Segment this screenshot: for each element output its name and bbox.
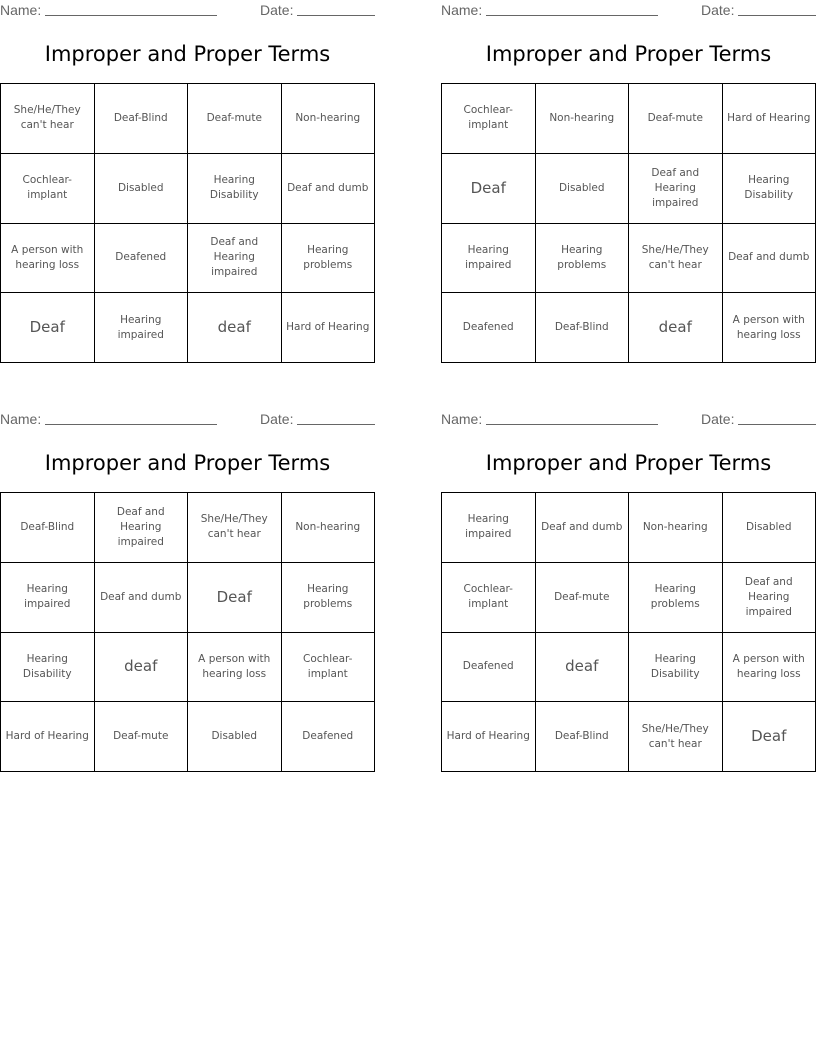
date-label: Date: [701, 411, 735, 427]
bingo-cell: Deaf-mute [629, 84, 723, 154]
name-label: Name: [0, 411, 42, 427]
bingo-cell: Hearing problems [281, 562, 375, 632]
bingo-card [0, 409, 375, 781]
bingo-cell: Hearing impaired [1, 562, 95, 632]
bingo-cell: Cochlear-implant [442, 562, 536, 632]
bingo-cell: Disabled [722, 493, 816, 563]
bingo-cell: Hearing Disability [629, 632, 723, 702]
bingo-cell: Deaf and Hearing impaired [629, 153, 723, 223]
bingo-cell: Disabled [188, 702, 282, 772]
bingo-cell: Deaf-mute [94, 702, 188, 772]
bingo-cell: She/He/They can't hear [629, 223, 723, 293]
bingo-cell: A person with hearing loss [188, 632, 282, 702]
bingo-cell: Hearing problems [629, 562, 723, 632]
bingo-cell: Hearing Disability [722, 153, 816, 223]
bingo-cell: Hearing impaired [442, 493, 536, 563]
bingo-row [442, 223, 816, 293]
bingo-cell: Deaf and Hearing impaired [722, 562, 816, 632]
name-blank-line [45, 15, 217, 16]
bingo-cell: She/He/They can't hear [629, 702, 723, 772]
bingo-cell: Deaf-mute [188, 84, 282, 154]
bingo-row [1, 84, 375, 154]
bingo-cell: She/He/They can't hear [188, 493, 282, 563]
date-blank-line [297, 424, 375, 425]
bingo-cell: Deaf-Blind [535, 293, 629, 363]
bingo-row [442, 493, 816, 563]
bingo-grid [0, 492, 375, 772]
bingo-cell: Deaf [188, 562, 282, 632]
date-label: Date: [260, 411, 294, 427]
bingo-row [1, 702, 375, 772]
bingo-card [441, 0, 816, 372]
name-blank-line [486, 424, 658, 425]
bingo-cell: Cochlear-implant [442, 84, 536, 154]
bingo-row [1, 293, 375, 363]
bingo-cell: A person with hearing loss [722, 632, 816, 702]
bingo-cell: Deafened [281, 702, 375, 772]
name-date-header [441, 2, 816, 20]
bingo-row [442, 632, 816, 702]
bingo-cell: A person with hearing loss [1, 223, 95, 293]
bingo-row [442, 84, 816, 154]
bingo-cell: Deaf and dumb [535, 493, 629, 563]
bingo-cell: deaf [535, 632, 629, 702]
bingo-cell: Hearing Disability [188, 153, 282, 223]
bingo-cell: Deaf and dumb [722, 223, 816, 293]
bingo-grid [0, 83, 375, 363]
bingo-cell: Hearing problems [281, 223, 375, 293]
bingo-cell: Disabled [94, 153, 188, 223]
bingo-card [0, 0, 375, 372]
name-date-header [0, 411, 375, 429]
bingo-cell: Cochlear-implant [281, 632, 375, 702]
bingo-cell: Hearing problems [535, 223, 629, 293]
bingo-row [1, 632, 375, 702]
card-title: Improper and Proper Terms [44, 42, 331, 66]
bingo-grid [441, 492, 816, 772]
name-label: Name: [0, 2, 42, 18]
bingo-cell: Deaf [722, 702, 816, 772]
bingo-grid [441, 83, 816, 363]
bingo-row [1, 153, 375, 223]
bingo-cell: Hearing impaired [442, 223, 536, 293]
name-blank-line [486, 15, 658, 16]
bingo-cell: Deaf-Blind [94, 84, 188, 154]
bingo-row [1, 562, 375, 632]
bingo-card [441, 409, 816, 781]
bingo-cell: Deafened [442, 632, 536, 702]
bingo-row [1, 223, 375, 293]
name-label: Name: [441, 2, 483, 18]
bingo-cell: Deaf-Blind [535, 702, 629, 772]
bingo-cell: Deaf and dumb [281, 153, 375, 223]
bingo-cell: She/He/They can't hear [1, 84, 95, 154]
bingo-cell: deaf [188, 293, 282, 363]
bingo-row [442, 153, 816, 223]
bingo-cell: Hard of Hearing [1, 702, 95, 772]
bingo-cell: Non-hearing [629, 493, 723, 563]
bingo-cell: Hard of Hearing [722, 84, 816, 154]
bingo-cell: Cochlear-implant [1, 153, 95, 223]
name-label: Name: [441, 411, 483, 427]
card-title: Improper and Proper Terms [44, 451, 331, 475]
bingo-cell: Deaf-Blind [1, 493, 95, 563]
bingo-cell: Deaf and Hearing impaired [188, 223, 282, 293]
bingo-cell: Hard of Hearing [442, 702, 536, 772]
date-blank-line [297, 15, 375, 16]
date-label: Date: [701, 2, 735, 18]
bingo-cell: Non-hearing [535, 84, 629, 154]
bingo-row [442, 702, 816, 772]
card-title: Improper and Proper Terms [485, 42, 772, 66]
name-date-header [0, 2, 375, 20]
bingo-cell: Non-hearing [281, 84, 375, 154]
bingo-cell: Disabled [535, 153, 629, 223]
date-blank-line [738, 424, 816, 425]
bingo-cell: deaf [629, 293, 723, 363]
bingo-cell: Deaf and Hearing impaired [94, 493, 188, 563]
bingo-cell: Hearing Disability [1, 632, 95, 702]
bingo-cell: A person with hearing loss [722, 293, 816, 363]
bingo-row [442, 293, 816, 363]
bingo-cell: Deaf and dumb [94, 562, 188, 632]
bingo-cell: Deaf [1, 293, 95, 363]
date-blank-line [738, 15, 816, 16]
bingo-row [442, 562, 816, 632]
bingo-cell: deaf [94, 632, 188, 702]
bingo-cell: Deafened [442, 293, 536, 363]
card-title: Improper and Proper Terms [485, 451, 772, 475]
bingo-cell: Deaf [442, 153, 536, 223]
bingo-cell: Non-hearing [281, 493, 375, 563]
bingo-row [1, 493, 375, 563]
bingo-cell: Hard of Hearing [281, 293, 375, 363]
name-date-header [441, 411, 816, 429]
name-blank-line [45, 424, 217, 425]
bingo-cell: Hearing impaired [94, 293, 188, 363]
bingo-cell: Deafened [94, 223, 188, 293]
bingo-cell: Deaf-mute [535, 562, 629, 632]
date-label: Date: [260, 2, 294, 18]
